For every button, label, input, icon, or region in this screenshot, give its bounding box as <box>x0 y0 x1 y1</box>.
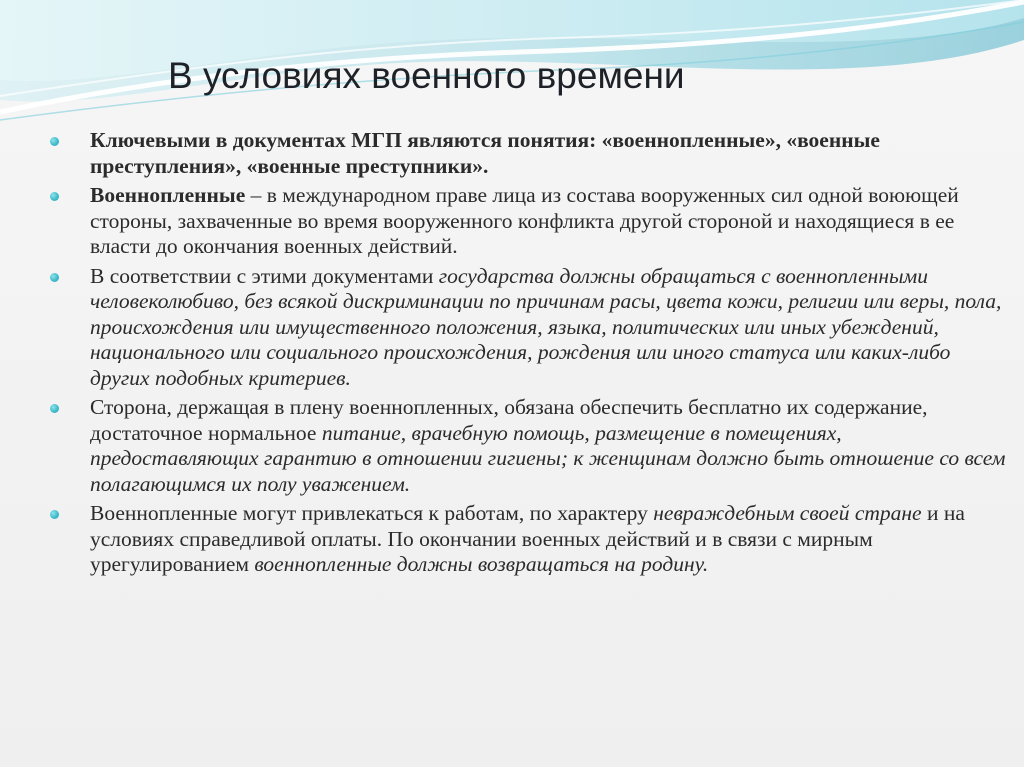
bullet-text: и на условиях справедливой оплаты. По окончании военных действий и в связи с мирным урегулированием <box>90 501 965 576</box>
bullet-bold-text: Ключевыми в документах МГП являются понятия: «военнопленные», «военные преступления», «военные преступники». <box>90 128 880 178</box>
bullet-item <box>50 128 1012 179</box>
bullet-text: Военнопленные могут привлекаться к работам, по характеру <box>90 501 654 525</box>
bullet-text: Сторона, держащая в плену военнопленных, обязана обеспечить бесплатно их содержание, достаточное нормальное <box>90 395 928 445</box>
bullet-italic-text: питание, врачебную помощь, размещение в помещениях, предоставляющих гарантию в отношении гигиены; к женщинам должно быть отношение со всем полагающимся их полу уважением. <box>90 420 1006 496</box>
slide-title: В условиях военного времени <box>168 55 685 96</box>
bullet-italic-text: невраждебным своей стране <box>653 501 922 525</box>
bullet-italic-text: военнопленные должны возвращаться на родину. <box>254 552 709 576</box>
bullet-item <box>50 395 1012 497</box>
bullet-italic-text: государства должны обращаться с военнопленными человеколюбиво, без всякой дискриминации по причинам расы, цвета кожи, религии или веры, пола, происхождения или имущественного положения, языка, политических или иных убеждений, национального или социального происхождения, рождения или иного статуса или каких-либо других подобных критериев. <box>90 263 1002 390</box>
bullet-list <box>50 128 1012 582</box>
bullet-text: – в международном праве лица из состава вооруженных сил одной воюющей стороны, захваченные во время вооруженного конфликта другой стороной и находящиеся в ее власти до окончания военных действий. <box>90 183 959 258</box>
bullet-text: В соответствии с этими документами <box>90 263 439 288</box>
bullet-dot-icon <box>50 510 59 519</box>
bullet-dot-icon <box>50 192 59 201</box>
bullet-item <box>50 183 1012 260</box>
bullet-term: Военнопленные <box>90 183 246 207</box>
bullet-dot-icon <box>50 404 59 413</box>
bullet-dot-icon <box>50 137 59 146</box>
bullet-dot-icon <box>50 273 59 282</box>
bullet-item <box>50 264 1012 392</box>
bullet-item <box>50 501 1012 578</box>
